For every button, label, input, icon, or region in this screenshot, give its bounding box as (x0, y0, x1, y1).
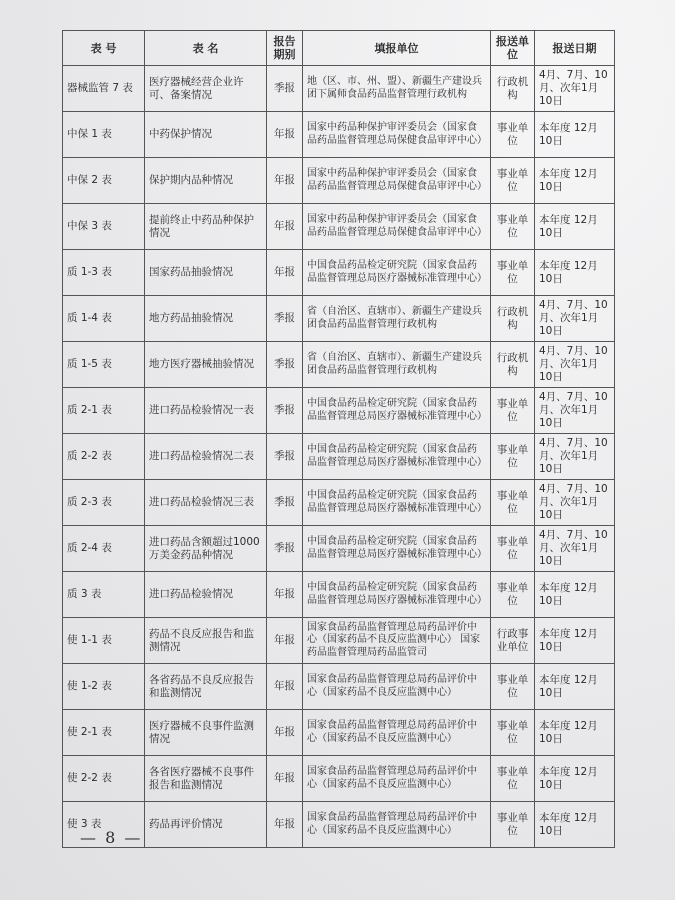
cell-unit: 国家食品药品监督管理总局药品评价中心（国家药品不良反应监测中心） (303, 802, 491, 848)
cell-unit: 国家食品药品监督管理总局药品评价中心（国家药品不良反应监测中心） (303, 710, 491, 756)
cell-period: 季报 (267, 388, 303, 434)
cell-code: 使 1-2 表 (63, 664, 145, 710)
cell-unit: 中国食品药品检定研究院（国家食品药品监督管理总局医疗器械标准管理中心） (303, 480, 491, 526)
header-unit: 填报单位 (303, 31, 491, 66)
cell-date: 4月、7月、10月、次年1月10日 (535, 526, 615, 572)
cell-type: 事业单位 (491, 434, 535, 480)
cell-name: 进口药品检验情况二表 (145, 434, 267, 480)
cell-name: 保护期内品种情况 (145, 158, 267, 204)
table-row (63, 112, 615, 158)
table-row (63, 572, 615, 618)
cell-period: 季报 (267, 434, 303, 480)
cell-type: 事业单位 (491, 710, 535, 756)
table-row (63, 434, 615, 480)
cell-name: 中药保护情况 (145, 112, 267, 158)
cell-type: 事业单位 (491, 802, 535, 848)
cell-period: 季报 (267, 342, 303, 388)
cell-name: 医疗器械不良事件监测情况 (145, 710, 267, 756)
cell-name: 医疗器械经营企业许可、备案情况 (145, 66, 267, 112)
cell-date: 本年度 12月10日 (535, 802, 615, 848)
cell-name: 进口药品检验情况三表 (145, 480, 267, 526)
cell-period: 季报 (267, 526, 303, 572)
cell-type: 事业单位 (491, 388, 535, 434)
cell-date: 本年度 12月10日 (535, 618, 615, 664)
cell-date: 4月、7月、10月、次年1月10日 (535, 66, 615, 112)
table-row (63, 204, 615, 250)
header-date: 报送日期 (535, 31, 615, 66)
table-row (63, 802, 615, 848)
cell-date: 4月、7月、10月、次年1月10日 (535, 480, 615, 526)
cell-period: 季报 (267, 66, 303, 112)
cell-type: 行政机构 (491, 66, 535, 112)
report-table (62, 30, 615, 848)
cell-period: 年报 (267, 802, 303, 848)
cell-period: 年报 (267, 572, 303, 618)
cell-name: 进口药品含额超过1000 万美金药品种情况 (145, 526, 267, 572)
header-period: 报告期别 (267, 31, 303, 66)
cell-code: 使 2-2 表 (63, 756, 145, 802)
cell-type: 行政事业单位 (491, 618, 535, 664)
page-number: — 8 — (80, 828, 143, 847)
cell-type: 事业单位 (491, 572, 535, 618)
cell-unit: 国家中药品种保护审评委员会（国家食品药品监督管理总局保健食品审评中心） (303, 112, 491, 158)
cell-name: 各省医疗器械不良事件报告和监测情况 (145, 756, 267, 802)
cell-type: 事业单位 (491, 204, 535, 250)
cell-name: 提前终止中药品种保护情况 (145, 204, 267, 250)
table-row (63, 664, 615, 710)
cell-code: 质 3 表 (63, 572, 145, 618)
cell-period: 年报 (267, 756, 303, 802)
table-row (63, 250, 615, 296)
cell-name: 各省药品不良反应报告和监测情况 (145, 664, 267, 710)
table-body (63, 66, 615, 848)
cell-code: 中保 1 表 (63, 112, 145, 158)
cell-unit: 中国食品药品检定研究院（国家食品药品监督管理总局医疗器械标准管理中心） (303, 572, 491, 618)
cell-date: 本年度 12月10日 (535, 204, 615, 250)
cell-code: 质 2-4 表 (63, 526, 145, 572)
table-row (63, 66, 615, 112)
cell-date: 4月、7月、10月、次年1月10日 (535, 388, 615, 434)
cell-date: 本年度 12月10日 (535, 112, 615, 158)
cell-date: 本年度 12月10日 (535, 756, 615, 802)
cell-code: 中保 3 表 (63, 204, 145, 250)
cell-code: 质 2-3 表 (63, 480, 145, 526)
cell-name: 国家药品抽验情况 (145, 250, 267, 296)
cell-period: 年报 (267, 204, 303, 250)
cell-code: 使 2-1 表 (63, 710, 145, 756)
table-row (63, 756, 615, 802)
cell-unit: 省（自治区、直辖市）、新疆生产建设兵团食品药品监督管理行政机构 (303, 342, 491, 388)
cell-type: 事业单位 (491, 756, 535, 802)
cell-date: 本年度 12月10日 (535, 572, 615, 618)
cell-name: 地方药品抽验情况 (145, 296, 267, 342)
cell-unit: 地（区、市、州、盟）、新疆生产建设兵团下属师食品药品监督管理行政机构 (303, 66, 491, 112)
cell-period: 季报 (267, 480, 303, 526)
table-row (63, 158, 615, 204)
cell-date: 4月、7月、10月、次年1月10日 (535, 434, 615, 480)
cell-unit: 中国食品药品检定研究院（国家食品药品监督管理总局医疗器械标准管理中心） (303, 434, 491, 480)
cell-type: 事业单位 (491, 112, 535, 158)
cell-unit: 国家食品药品监督管理总局药品评价中心（国家药品不良反应监测中心） (303, 756, 491, 802)
table-row (63, 526, 615, 572)
cell-period: 年报 (267, 710, 303, 756)
cell-period: 年报 (267, 112, 303, 158)
cell-period: 年报 (267, 250, 303, 296)
cell-date: 4月、7月、10月、次年1月10日 (535, 342, 615, 388)
cell-type: 事业单位 (491, 526, 535, 572)
cell-code: 质 1-4 表 (63, 296, 145, 342)
cell-type: 行政机构 (491, 296, 535, 342)
table-header-row (63, 31, 615, 66)
cell-period: 季报 (267, 296, 303, 342)
table-row (63, 710, 615, 756)
cell-type: 事业单位 (491, 250, 535, 296)
cell-date: 4月、7月、10月、次年1月10日 (535, 296, 615, 342)
cell-name: 药品不良反应报告和监测情况 (145, 618, 267, 664)
cell-name: 药品再评价情况 (145, 802, 267, 848)
cell-unit: 国家食品药品监督管理总局药品评价中心（国家药品不良反应监测中心） 国家药品监督管理局药品监管司 (303, 618, 491, 664)
cell-unit: 国家中药品种保护审评委员会（国家食品药品监督管理总局保健食品审评中心） (303, 158, 491, 204)
cell-unit: 国家食品药品监督管理总局药品评价中心（国家药品不良反应监测中心） (303, 664, 491, 710)
header-code: 表 号 (63, 31, 145, 66)
cell-name: 进口药品检验情况 (145, 572, 267, 618)
cell-code: 质 2-1 表 (63, 388, 145, 434)
cell-code: 使 3 表 (63, 802, 145, 848)
cell-type: 事业单位 (491, 480, 535, 526)
cell-name: 地方医疗器械抽验情况 (145, 342, 267, 388)
cell-unit: 中国食品药品检定研究院（国家食品药品监督管理总局医疗器械标准管理中心） (303, 388, 491, 434)
cell-name: 进口药品检验情况一表 (145, 388, 267, 434)
cell-date: 本年度 12月10日 (535, 158, 615, 204)
header-type: 报送单位 (491, 31, 535, 66)
cell-code: 器械监管 7 表 (63, 66, 145, 112)
cell-date: 本年度 12月10日 (535, 250, 615, 296)
cell-period: 年报 (267, 618, 303, 664)
cell-unit: 中国食品药品检定研究院（国家食品药品监督管理总局医疗器械标准管理中心） (303, 250, 491, 296)
cell-unit: 国家中药品种保护审评委员会（国家食品药品监督管理总局保健食品审评中心） (303, 204, 491, 250)
cell-type: 事业单位 (491, 158, 535, 204)
cell-date: 本年度 12月10日 (535, 664, 615, 710)
cell-type: 事业单位 (491, 664, 535, 710)
cell-period: 年报 (267, 158, 303, 204)
table-row (63, 342, 615, 388)
table-row (63, 388, 615, 434)
cell-date: 本年度 12月10日 (535, 710, 615, 756)
header-name: 表 名 (145, 31, 267, 66)
cell-code: 质 1-5 表 (63, 342, 145, 388)
cell-unit: 中国食品药品检定研究院（国家食品药品监督管理总局医疗器械标准管理中心） (303, 526, 491, 572)
cell-code: 质 1-3 表 (63, 250, 145, 296)
cell-period: 年报 (267, 664, 303, 710)
cell-unit: 省（自治区、直辖市）、新疆生产建设兵团食品药品监督管理行政机构 (303, 296, 491, 342)
cell-code: 中保 2 表 (63, 158, 145, 204)
table-row (63, 618, 615, 664)
cell-type: 行政机构 (491, 342, 535, 388)
cell-code: 质 2-2 表 (63, 434, 145, 480)
table-row (63, 296, 615, 342)
table-row (63, 480, 615, 526)
cell-code: 使 1-1 表 (63, 618, 145, 664)
